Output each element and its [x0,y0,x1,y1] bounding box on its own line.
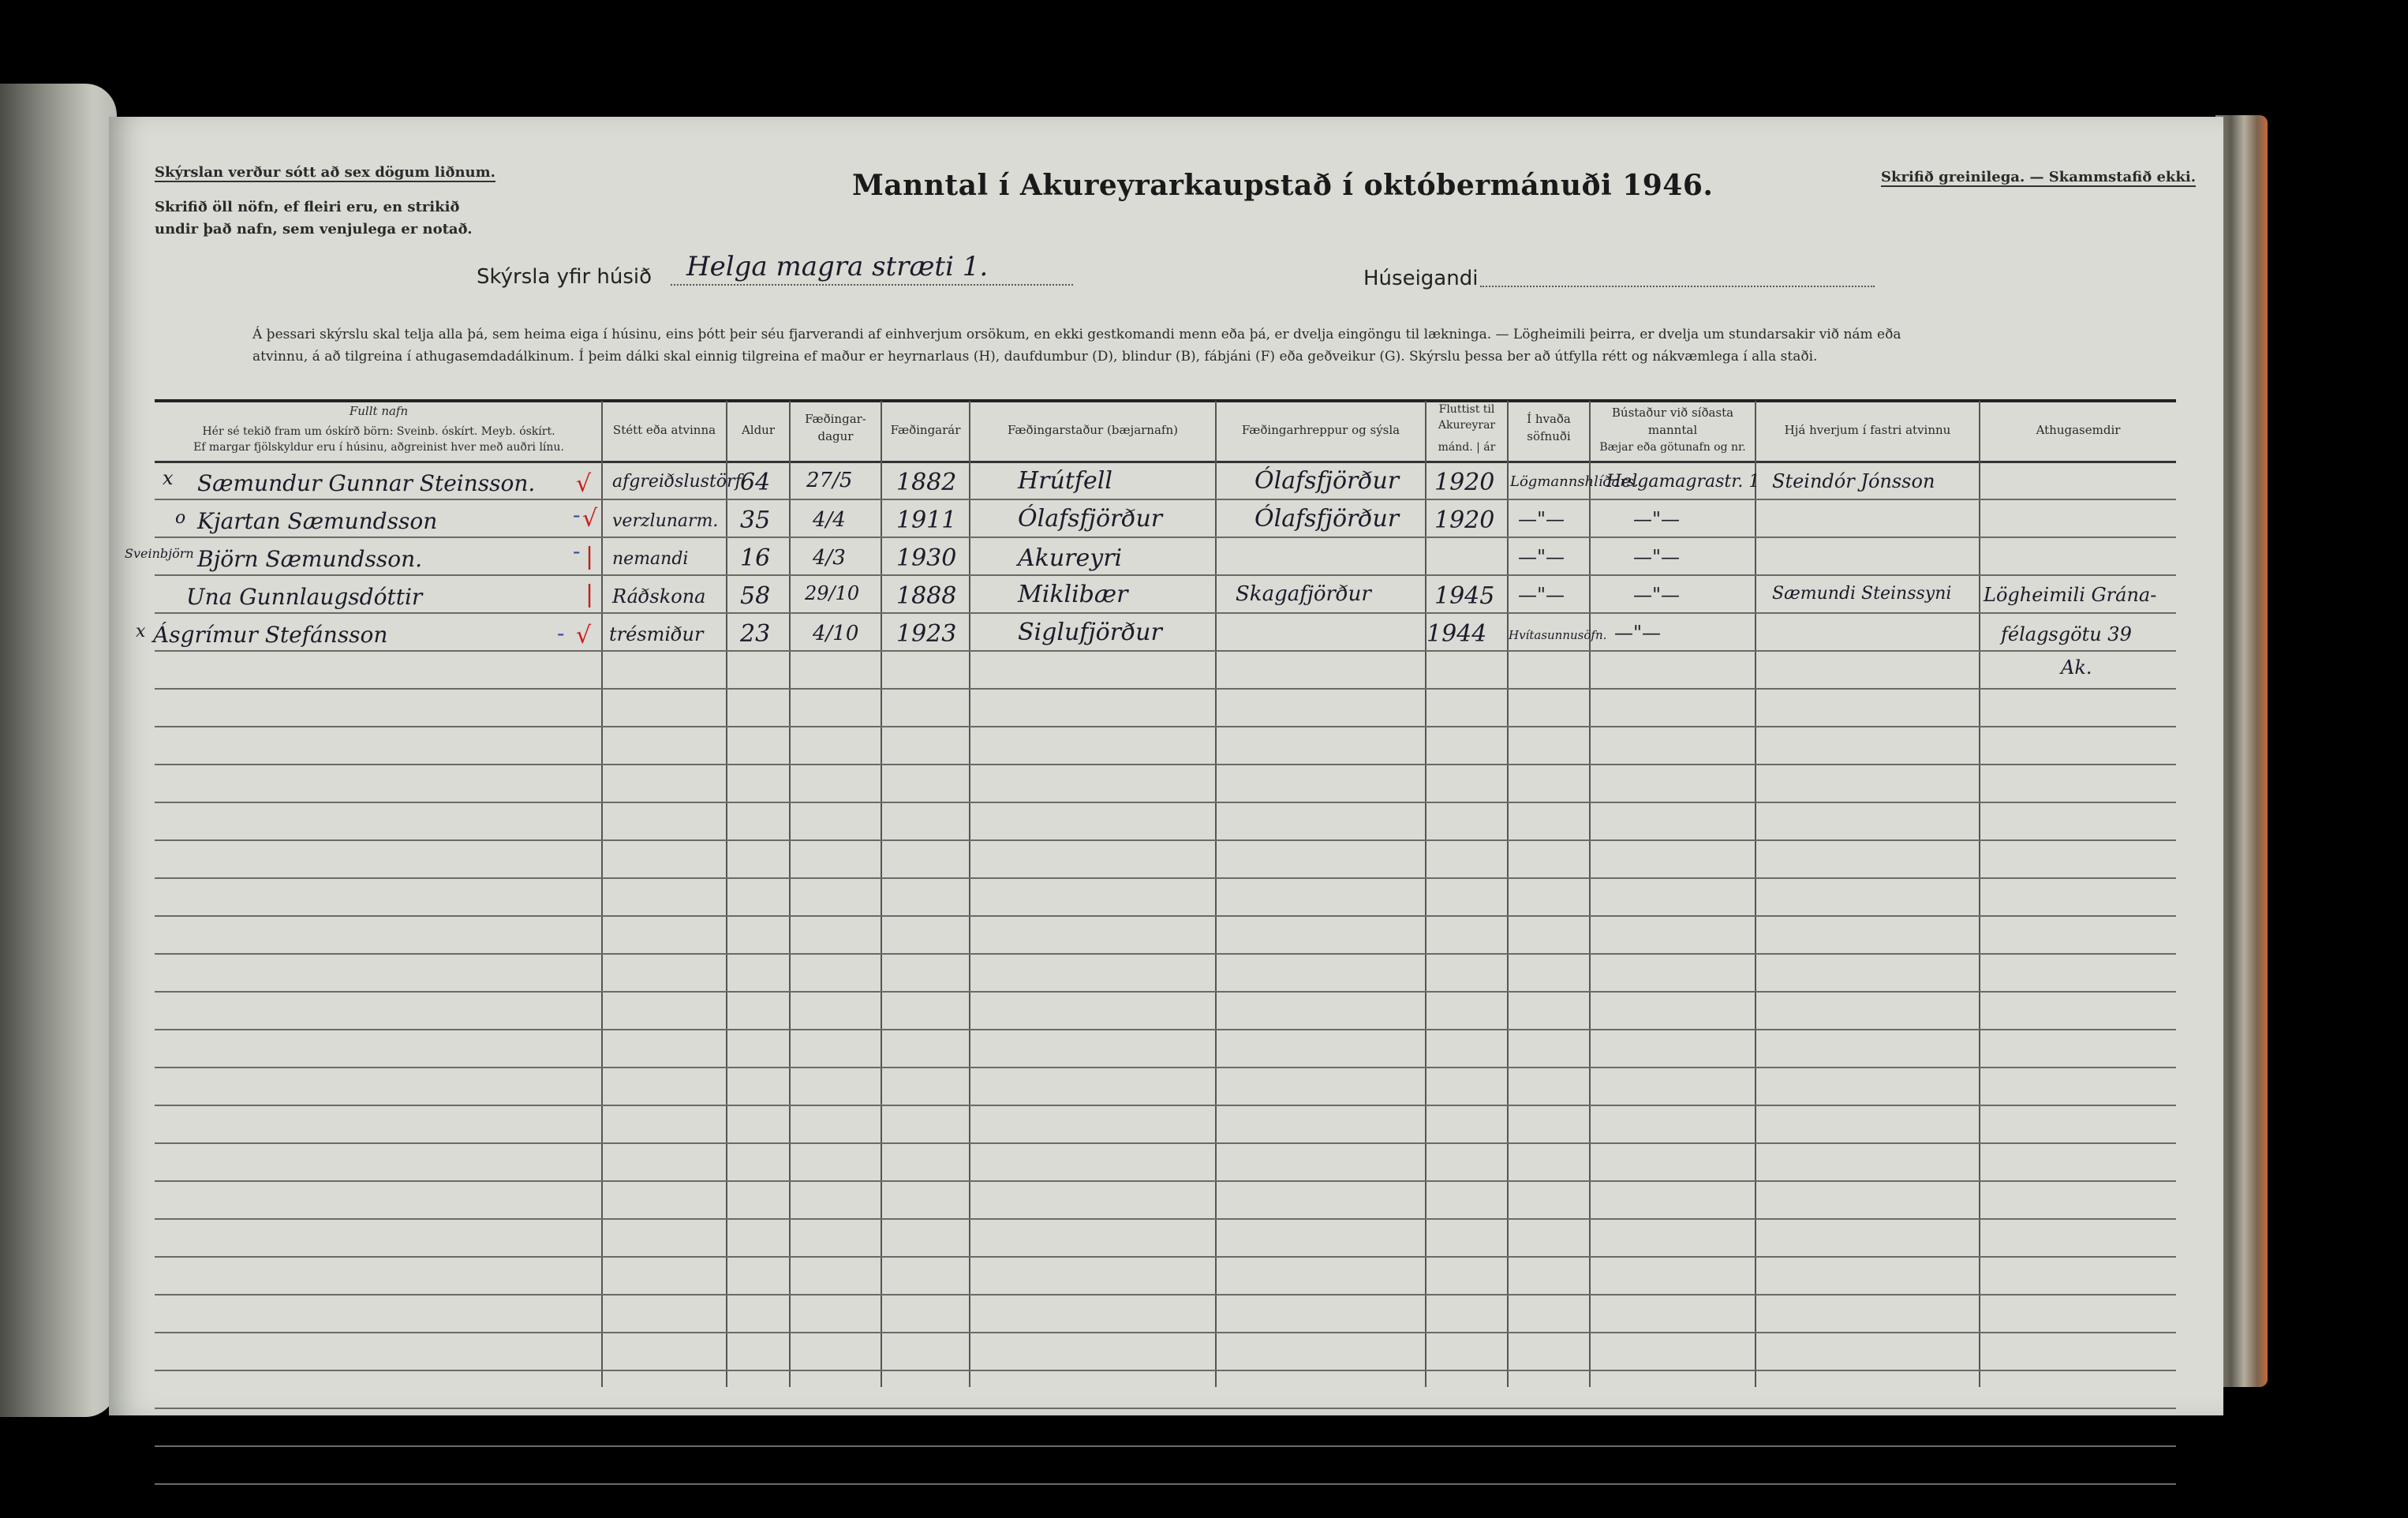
red-check-mark: √ [576,470,592,498]
col-header-moved-2: Akureyrar [1438,419,1496,432]
table-row-line [155,1029,2176,1030]
col-header-residence-2: manntal [1647,423,1698,437]
row-congregation: Lögmannshlíðars. [1510,473,1639,490]
page-title: Manntal í Akureyrarkaupstað í októbermánuði 1946. [852,169,1714,202]
row-birthparish: Ólafsfjörður [1254,505,1400,533]
row-mark: o [175,508,186,528]
col-header-residence-1: Bústaður við síðasta [1611,406,1734,420]
table-row-line [155,1142,2176,1144]
row-occupation: Ráðskona [612,585,706,608]
col-divider [1425,401,1426,1387]
table-row-line [155,839,2176,841]
row-occupation: nemandi [612,549,689,569]
table-row-line [155,650,2176,652]
table-row-line [155,1483,2176,1485]
table-row-line [155,1105,2176,1106]
table-row-line [155,764,2176,765]
row-moved: 1920 [1434,507,1495,534]
row-birthday: 27/5 [806,469,853,492]
col-header-birthparish: Fæðingarhreppur og sýsla [1241,423,1400,437]
col-divider [1507,401,1509,1387]
col-divider [881,401,882,1387]
row-mark: Sveinbjörn [125,546,194,561]
row-moved: 1944 [1426,620,1487,648]
col-header-name-top: Fullt nafn [349,404,409,418]
row-remarks: Lögheimili Grána- [1984,584,2157,606]
instruction-line-1: Skrifið öll nöfn, ef fleiri eru, en strikið [155,199,460,215]
col-divider [789,401,791,1387]
house-label: Skýrsla yfir húsið [477,265,652,289]
row-occupation: trésmiður [609,623,704,645]
instruction-line-2: undir það nafn, sem venjulega er notað. [155,221,473,237]
row-name: Sæmundur Gunnar Steinsson. [197,470,536,496]
blue-dash-mark: - [573,538,581,564]
row-previous-residence: Helgamagrastr. 1 [1606,472,1760,492]
col-header-birthday-2: dagur [817,429,854,443]
row-birthyear: 1930 [896,544,957,572]
writing-note: Skrifið greinilega. — Skammstafið ekki. [1881,169,2196,185]
row-birthparish: Skagafjörður [1236,582,1371,606]
row-birthplace: Miklibær [1018,581,1128,608]
col-header-name-line1: Hér sé tekið fram um óskírð börn: Sveinb. óskírt. Meyb. óskírt. [202,425,555,438]
table-row-line [155,1370,2176,1371]
row-age: 35 [740,507,771,534]
col-divider [1979,401,1980,1387]
row-occupation: verzlunarm. [612,511,719,531]
house-underline [671,284,1073,286]
instructions-line-2: atvinnu, á að tilgreina í athugasemdadálkinum. Í þeim dálki skal einnig tilgreina ef maður er heyrnarlaus (H), daufdumbur (D), blindur (B), fábjáni (F) eða geðveikur (G). Skýrslu þessa ber að útfylla rétt og nákvæmlega í alla staði. [252,349,1818,365]
row-moved: 1920 [1434,469,1495,496]
col-header-birthyear: Fæðingarár [890,423,961,437]
table-row-line [155,1256,2176,1258]
col-header-name-line2: Ef margar fjölskyldur eru í húsinu, aðgreinist hver með auðri línu. [193,441,564,454]
row-moved: 1945 [1434,582,1495,610]
table-row-line [155,1067,2176,1068]
row-birthplace: Ólafsfjörður [1018,505,1163,533]
row-age: 64 [740,469,771,496]
table-row-line [155,574,2176,576]
row-remarks: félagsgötu 39 [2001,623,2132,645]
red-check-mark: | [585,581,594,608]
table-row-line [155,802,2176,803]
table-row-line [155,499,2176,500]
owner-label: Húseigandi [1363,267,1479,290]
row-birthplace: Hrútfell [1018,467,1112,495]
row-birthday: 4/4 [813,508,846,532]
row-employer: Sæmundi Steinssyni [1772,584,1952,604]
col-header-birthday-1: Fæðingar- [805,412,866,426]
col-header-employer: Hjá hverjum í fastri atvinnu [1784,423,1951,437]
table-header-border [155,461,2176,463]
col-divider [601,401,603,1387]
table-row-line [155,1180,2176,1182]
row-congregation: —"— [1518,508,1565,530]
row-mark: x [163,467,174,489]
owner-underline [1480,286,1875,287]
row-birthparish: Ólafsfjörður [1254,467,1400,495]
row-birthyear: 1923 [896,620,957,648]
row-congregation: —"— [1518,546,1565,568]
table-row-line [155,953,2176,955]
row-birthplace: Akureyri [1018,544,1123,572]
row-age: 16 [740,544,771,572]
col-header-birthplace: Fæðingarstaður (bæjarnafn) [1008,423,1178,437]
row-congregation: —"— [1518,584,1565,606]
table-row-line [155,1294,2176,1296]
col-divider [969,401,970,1387]
instructions-line-1: Á þessari skýrslu skal telja alla þá, sem heima eiga í húsinu, eins þótt þeir séu fjarverandi af einhverjum orsökum, en ekki gestkomandi menn eða þá, er dvelja eingöngu til lækninga. — Lögheimili þeirra, er dvelja um stundarsakir við nám eða [252,327,1901,342]
col-header-congregation-1: Í hvaða [1527,412,1571,426]
row-previous-residence: —"— [1633,508,1681,530]
table-row-line [155,991,2176,993]
red-check-mark: √ [582,505,598,533]
table-row-line [155,915,2176,917]
row-age: 58 [740,582,771,610]
row-birthday: 29/10 [805,582,860,604]
col-header-remarks: Athugasemdir [2036,423,2121,437]
row-previous-residence: —"— [1614,622,1662,644]
table-row-line [155,537,2176,538]
row-previous-residence: —"— [1633,584,1681,606]
row-birthyear: 1911 [896,507,957,534]
row-birthday: 4/10 [813,622,859,645]
blue-dash-mark: - [557,620,565,646]
left-page-edge [0,84,117,1417]
row-mark: x [136,622,146,641]
row-previous-residence: —"— [1633,546,1681,568]
row-age: 23 [740,620,771,648]
row-congregation: Hvítasunnusöfn. [1509,628,1607,642]
table-top-border [155,399,2176,402]
house-value: Helga magra stræti 1. [686,251,989,282]
col-header-moved-3: mánd. | ár [1438,441,1496,454]
col-header-residence-3: Bæjar eða götunafn og nr. [1599,441,1746,454]
table-row-line [155,1332,2176,1333]
row-name: Kjartan Sæmundsson [197,508,438,534]
blue-dash-mark: - [573,502,581,528]
row-remarks-continuation: Ak. [2061,656,2092,679]
row-birthyear: 1882 [896,469,957,496]
red-check-mark: | [585,543,594,570]
collection-note: Skýrslan verður sótt að sex dögum liðnum. [155,164,495,181]
row-occupation: afgreiðslustörf [612,472,742,492]
table-row-line [155,1218,2176,1220]
row-name: Ásgrímur Stefánsson [153,622,388,648]
col-header-age: Aldur [741,423,776,437]
col-divider [1215,401,1217,1387]
col-divider [1755,401,1756,1387]
col-header-congregation-2: söfnuði [1527,429,1571,443]
table-row-line [155,1408,2176,1409]
row-employer: Steindór Jónsson [1772,470,1935,492]
col-divider [1589,401,1591,1387]
row-birthday: 4/3 [813,546,846,570]
census-form-page [109,117,2223,1415]
table-row-line [155,1445,2176,1447]
row-name: Björn Sæmundsson. [197,546,423,572]
table-row-line [155,877,2176,879]
table-row-line [155,726,2176,727]
col-header-occupation: Stétt eða atvinna [612,423,716,437]
table-row-line [155,688,2176,690]
row-birthyear: 1888 [896,582,957,610]
col-divider [726,401,727,1387]
row-name: Una Gunnlaugsdóttir [186,584,423,610]
red-check-mark: √ [576,622,592,649]
row-birthplace: Siglufjörður [1018,619,1162,646]
table-row-line [155,612,2176,614]
col-header-moved-1: Fluttist til [1438,403,1495,416]
